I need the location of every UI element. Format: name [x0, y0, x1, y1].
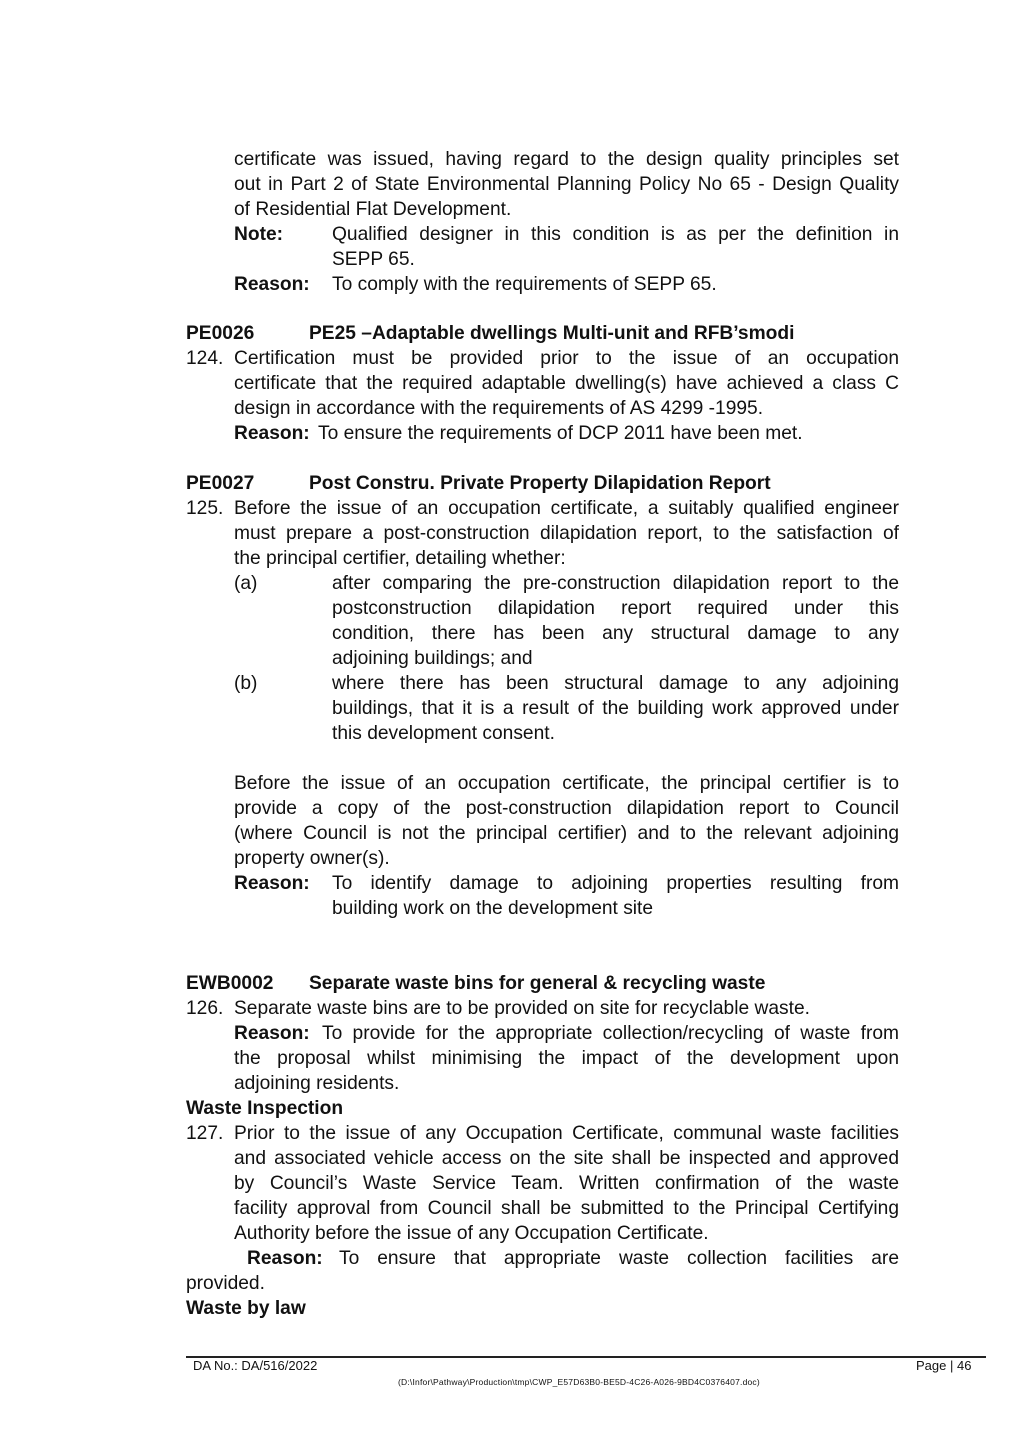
reason-text: To identify damage to adjoining properties resulting from	[332, 873, 899, 894]
list-item-text: condition, there has been any structural damage to any	[332, 623, 899, 644]
section-heading: Waste by law	[186, 1298, 306, 1319]
body-line: by Council’s Waste Service Team. Written confirmation of the waste	[234, 1173, 899, 1194]
reason-text: the proposal whilst minimising the impact of the development upon	[234, 1048, 899, 1069]
condition-code: EWB0002	[186, 973, 274, 994]
body-line: must prepare a post-construction dilapidation report, to the satisfaction of	[234, 523, 899, 544]
body-line: property owner(s).	[234, 848, 390, 869]
footer-da-number: DA No.: DA/516/2022	[193, 1358, 318, 1373]
list-item-text: postconstruction dilapidation report required under this	[332, 598, 899, 619]
reason-text: To provide for the appropriate collection/recycling of waste from	[322, 1023, 899, 1044]
note-label: Note:	[234, 224, 284, 245]
body-line: and associated vehicle access on the site shall be inspected and approved	[234, 1148, 899, 1169]
reason-label: Reason:	[247, 1248, 323, 1269]
condition-title: Separate waste bins for general & recycling waste	[309, 973, 766, 994]
footer-page-number: Page | 46	[916, 1358, 972, 1373]
reason-label: Reason:	[234, 423, 310, 444]
body-line: provide a copy of the post-construction dilapidation report to Council	[234, 798, 899, 819]
reason-label: Reason:	[234, 1023, 310, 1044]
body-line: facility approval from Council shall be submitted to the Principal Certifying	[234, 1198, 899, 1219]
list-item-text: after comparing the pre-construction dilapidation report to the	[332, 573, 899, 594]
condition-code: PE0027	[186, 473, 255, 494]
list-item-text: this development consent.	[332, 723, 555, 744]
section-heading: Waste Inspection	[186, 1098, 344, 1119]
list-item-text: adjoining buildings; and	[332, 648, 533, 669]
condition-title: PE25 –Adaptable dwellings Multi-unit and RFB’smodi	[309, 323, 795, 344]
reason-text: To comply with the requirements of SEPP 65.	[332, 274, 717, 295]
note-text: Qualified designer in this condition is as per the definition in	[332, 224, 899, 245]
body-line: the principal certifier, detailing whether:	[234, 548, 566, 569]
body-line: certificate that the required adaptable dwelling(s) have achieved a class C	[234, 373, 899, 394]
body-line: out in Part 2 of State Environmental Planning Policy No 65 - Design Quality	[234, 174, 899, 195]
body-line: certificate was issued, having regard to the design quality principles set	[234, 149, 899, 170]
body-line: design in accordance with the requirements of AS 4299 -1995.	[234, 398, 764, 419]
condition-number: 124.	[186, 348, 224, 369]
list-item-label: (a)	[234, 573, 258, 594]
note-text: SEPP 65.	[332, 249, 415, 270]
reason-text: To ensure the requirements of DCP 2011 have been met.	[318, 423, 803, 444]
reason-text: provided.	[186, 1273, 265, 1294]
reason-label: Reason:	[234, 274, 310, 295]
list-item-text: buildings, that it is a result of the building work approved under	[332, 698, 899, 719]
body-line: of Residential Flat Development.	[234, 199, 512, 220]
reason-text: adjoining residents.	[234, 1073, 400, 1094]
body-line: Certification must be provided prior to the issue of an occupation	[234, 348, 899, 369]
list-item-label: (b)	[234, 673, 258, 694]
condition-code: PE0026	[186, 323, 255, 344]
condition-number: 126.	[186, 998, 224, 1019]
reason-label: Reason:	[234, 873, 310, 894]
body-line: Separate waste bins are to be provided on site for recyclable waste.	[234, 998, 810, 1019]
body-line: Before the issue of an occupation certificate, the principal certifier is to	[234, 773, 899, 794]
body-line: Authority before the issue of any Occupation Certificate.	[234, 1223, 709, 1244]
condition-number: 125.	[186, 498, 224, 519]
list-item-text: where there has been structural damage to any adjoining	[332, 673, 899, 694]
footer-file-path: (D:\Infor\Pathway\Production\tmp\CWP_E57D63B0-BE5D-4C26-A026-9BD4C0376407.doc)	[398, 1377, 760, 1387]
condition-number: 127.	[186, 1123, 224, 1144]
condition-title: Post Constru. Private Property Dilapidation Report	[309, 473, 771, 494]
reason-text: To ensure that appropriate waste collection facilities are	[339, 1248, 899, 1269]
reason-text: building work on the development site	[332, 898, 654, 919]
body-line: Prior to the issue of any Occupation Certificate, communal waste facilities	[234, 1123, 899, 1144]
body-line: Before the issue of an occupation certificate, a suitably qualified engineer	[234, 498, 899, 519]
body-line: (where Council is not the principal certifier) and to the relevant adjoining	[234, 823, 899, 844]
